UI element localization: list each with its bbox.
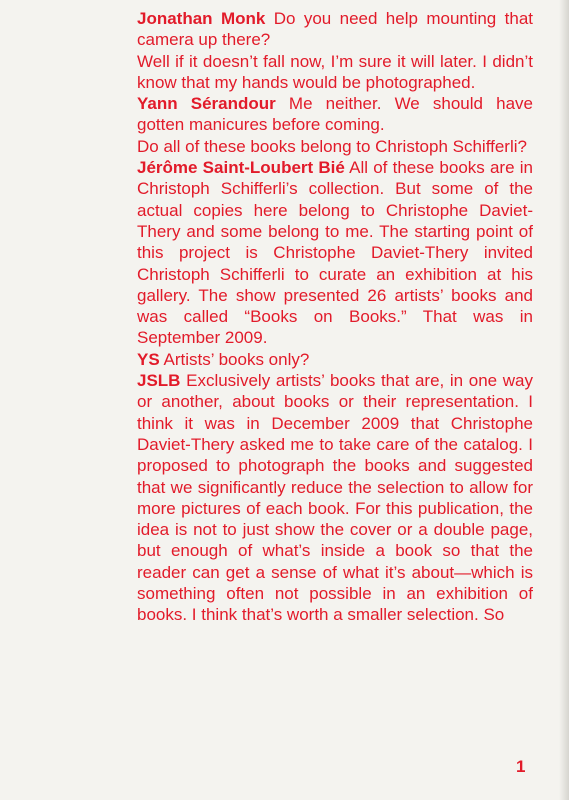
page-edge-shadow	[559, 0, 569, 800]
speaker-name: Jérôme Saint-Loubert Bié	[137, 158, 345, 178]
paragraph-text: Well if it doesn’t fall now, I’m sure it will later. I didn’t know that my hands would be photographed.	[137, 51, 533, 92]
paragraph	[137, 51, 533, 94]
speaker-name: JSLB	[137, 371, 181, 391]
paragraph	[137, 370, 533, 626]
paragraph	[137, 349, 533, 370]
speaker-name: Jonathan Monk	[137, 9, 266, 28]
paragraph	[137, 93, 533, 136]
paragraph	[137, 136, 533, 157]
paragraph-text: Me neither. We should have gotten manicures before coming.	[137, 94, 533, 135]
paragraph-text: Exclusively artists’ books that are, in one way or another, about books or their representation. I think it was in December 2009 that Christophe Daviet-Thery asked me to take care of the catalog. I proposed to photograph the books and suggested that we significantly reduce the selection to allow for more pictures of each book. For this publication, the idea is not to just show the cover or a double page, but enough of what’s inside a book so that the reader can get a sense of what it’s about—which is something often not possible in an exhibition of books. I think that’s worth a smaller selection. So	[137, 371, 533, 625]
speaker-name: Yann Sérandour	[137, 94, 276, 114]
speaker-name: YS	[137, 349, 160, 369]
page-number: 1	[516, 757, 526, 776]
paragraph-text: All of these books are in Christoph Schifferli’s collection. But some of the actual copies here belong to Christophe Daviet-Thery and some belong to me. The starting point of this project is Christophe Daviet-Thery invited Christoph Schifferli to curate an exhibition at his gallery. The show presented 26 artists’ books and was called “Books on Books.” That was in September 2009.	[137, 158, 533, 348]
interview-text	[137, 8, 533, 626]
paragraph-text: Do you need help mounting that camera up there?	[137, 9, 533, 50]
paragraph-text: Do all of these books belong to Christoph Schifferli?	[137, 136, 527, 156]
paragraph	[137, 8, 533, 51]
paragraph-text: Artists’ books only?	[163, 349, 310, 369]
paragraph	[137, 157, 533, 349]
